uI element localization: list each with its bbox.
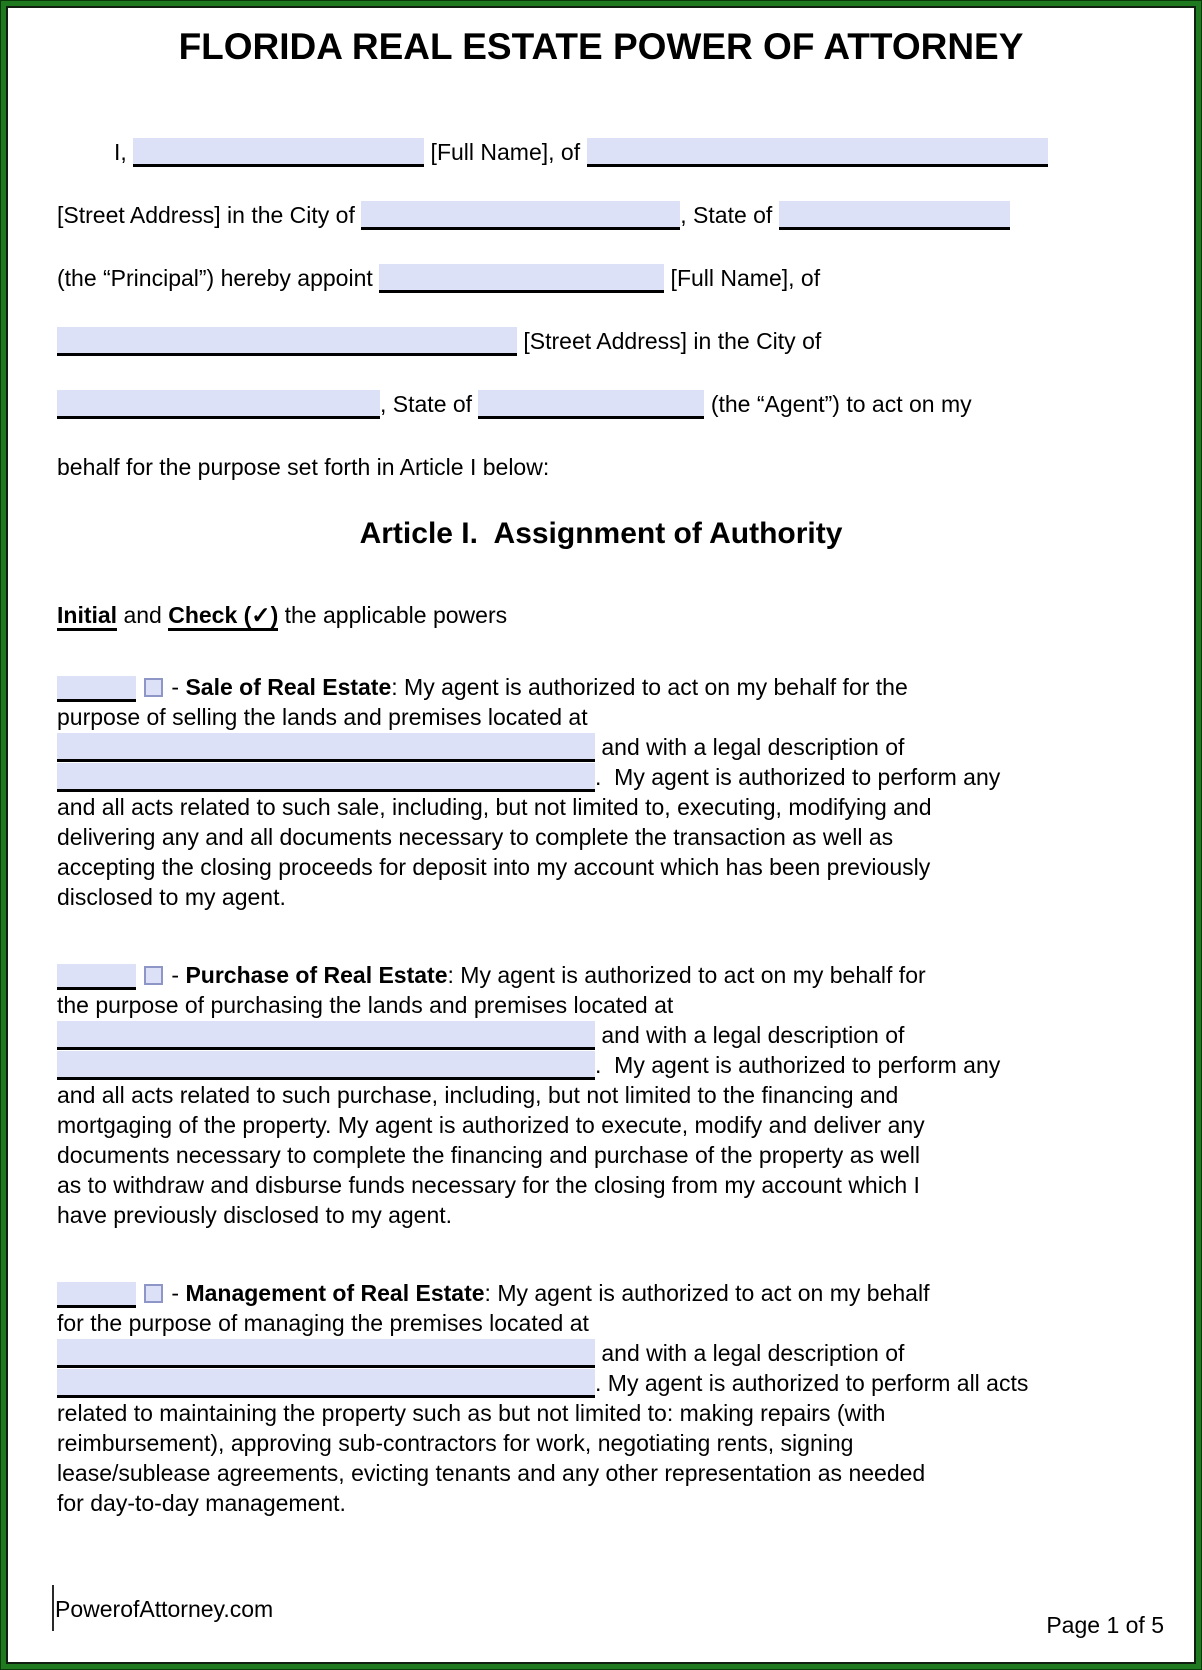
text-run: documents necessary to complete the financing and purchase of the property as well — [57, 1142, 920, 1168]
section-management-of-real-estate — [57, 1278, 1145, 1518]
text-run: , State of — [380, 391, 479, 417]
text-run: : My agent is authorized to act on my behalf for the — [391, 674, 908, 700]
sale-initials-field[interactable] — [57, 676, 136, 702]
principal-city-field[interactable] — [361, 201, 680, 230]
text-run: related to maintaining the property such as but not limited to: making repairs (with — [57, 1400, 886, 1426]
text-run: [Full Name], of — [664, 265, 821, 291]
text-run: : My agent is authorized to act on my behalf — [484, 1280, 930, 1306]
section-line — [57, 1200, 1145, 1230]
opening-line — [57, 247, 1145, 310]
opening-line — [57, 373, 1145, 436]
opening-line — [57, 310, 1145, 373]
section-line — [57, 1398, 1145, 1428]
text-run: and with a legal description of — [595, 734, 905, 760]
text-run: . My agent is authorized to perform all acts — [595, 1370, 1029, 1396]
text-run: (the “Agent”) to act on my — [704, 391, 972, 417]
text-run: [Street Address] in the City of — [517, 328, 822, 354]
page-number: Page 1 of 5 — [1046, 1612, 1164, 1638]
purchase-property-address-field[interactable] — [57, 1021, 595, 1050]
section-line — [57, 792, 1145, 822]
text-run: Check (✓) — [168, 602, 278, 631]
text-run: Initial — [57, 602, 117, 631]
section-line — [57, 1338, 1145, 1368]
text-run: reimbursement), approving sub-contractors for work, negotiating rents, signing — [57, 1430, 854, 1456]
section-line — [57, 762, 1145, 792]
text-run: the purpose of purchasing the lands and premises located at — [57, 992, 674, 1018]
opening-line — [57, 121, 1145, 184]
page-border-green — [1, 1, 1201, 1669]
text-run: behalf for the purpose set forth in Article I below: — [57, 454, 550, 480]
section-sale-of-real-estate — [57, 672, 1145, 912]
agent-street-address-field[interactable] — [57, 327, 517, 356]
section-line — [57, 990, 1145, 1020]
agent-city-field[interactable] — [57, 390, 380, 419]
text-run: [Street Address] in the City of — [57, 202, 362, 228]
tab-indent — [57, 159, 114, 160]
section-line — [57, 1140, 1145, 1170]
footer-site-text: PowerofAttorney.com — [55, 1596, 274, 1622]
purchase-checkbox[interactable] — [144, 966, 163, 985]
text-run: and — [117, 602, 169, 628]
text-run: (the “Principal”) hereby appoint — [57, 265, 380, 291]
text-run: [Full Name], of — [424, 139, 587, 165]
section-line — [57, 1080, 1145, 1110]
section-line — [57, 822, 1145, 852]
management-checkbox[interactable] — [144, 1284, 163, 1303]
management-legal-description-field[interactable] — [57, 1369, 595, 1398]
principal-full-name-field[interactable] — [133, 138, 424, 167]
text-run: and with a legal description of — [595, 1022, 905, 1048]
page-content — [8, 25, 1194, 1518]
section-line — [57, 1428, 1145, 1458]
text-run: for day-to-day management. — [57, 1490, 346, 1516]
section-line — [57, 1488, 1145, 1518]
opening-paragraph — [57, 121, 1145, 499]
text-run: have previously disclosed to my agent. — [57, 1202, 453, 1228]
section-line — [57, 1020, 1145, 1050]
sale-property-address-field[interactable] — [57, 733, 595, 762]
text-run: . My agent is authorized to perform any — [595, 764, 1001, 790]
text-run: lease/sublease agreements, evicting tenants and any other representation as needed — [57, 1460, 926, 1486]
text-run: purpose of selling the lands and premises located at — [57, 704, 588, 730]
page-border-inner — [6, 6, 1196, 1664]
text-run: , State of — [680, 202, 779, 228]
principal-street-address-field[interactable] — [587, 138, 1048, 167]
section-line — [57, 732, 1145, 762]
initial-check-instruction — [57, 600, 1145, 630]
text-run: Sale of Real Estate — [185, 674, 392, 700]
purchase-legal-description-field[interactable] — [57, 1051, 595, 1080]
text-run: . My agent is authorized to perform any — [595, 1052, 1001, 1078]
management-initials-field[interactable] — [57, 1282, 136, 1308]
text-run: delivering any and all documents necessary to complete the transaction as well as — [57, 824, 894, 850]
section-line — [57, 1050, 1145, 1080]
text-run: mortgaging of the property. My agent is authorized to execute, modify and deliver any — [57, 1112, 925, 1138]
text-run: Management of Real Estate — [185, 1280, 485, 1306]
text-run: Purchase of Real Estate — [185, 962, 448, 988]
sale-checkbox[interactable] — [144, 678, 163, 697]
text-run: as to withdraw and disburse funds necessary for the closing from my account which I — [57, 1172, 920, 1198]
text-run: and with a legal description of — [595, 1340, 905, 1366]
section-line — [57, 1110, 1145, 1140]
document-title: FLORIDA REAL ESTATE POWER OF ATTORNEY — [178, 26, 1024, 67]
section-line — [57, 1170, 1145, 1200]
section-line — [57, 1458, 1145, 1488]
principal-state-field[interactable] — [779, 201, 1010, 230]
sale-legal-description-field[interactable] — [57, 763, 595, 792]
section-line — [57, 1308, 1145, 1338]
text-run: accepting the closing proceeds for deposit into my account which has been previously — [57, 854, 931, 880]
section-line — [57, 1278, 1145, 1308]
text-run: - — [165, 674, 186, 700]
section-purchase-of-real-estate — [57, 960, 1145, 1230]
management-property-address-field[interactable] — [57, 1339, 595, 1368]
section-line — [57, 882, 1145, 912]
opening-line — [57, 184, 1145, 247]
text-run: I, — [114, 139, 134, 165]
opening-line — [57, 436, 1145, 499]
text-run: disclosed to my agent. — [57, 884, 286, 910]
text-run: : My agent is authorized to act on my behalf for — [447, 962, 926, 988]
text-run: - — [165, 1280, 186, 1306]
powers-sections — [57, 672, 1145, 1518]
text-run: - — [165, 962, 186, 988]
article-1-heading: Article I. Assignment of Authority — [359, 517, 843, 550]
text-run: the applicable powers — [278, 602, 508, 628]
section-line — [57, 672, 1145, 702]
section-line — [57, 1368, 1145, 1398]
text-run: and all acts related to such sale, including, but not limited to, executing, modifying and — [57, 794, 932, 820]
text-run: and all acts related to such purchase, including, but not limited to the financing and — [57, 1082, 899, 1108]
agent-state-field[interactable] — [478, 390, 704, 419]
text-cursor-caret — [52, 1585, 54, 1631]
purchase-initials-field[interactable] — [57, 964, 136, 990]
section-line — [57, 960, 1145, 990]
section-line — [57, 852, 1145, 882]
agent-full-name-field[interactable] — [379, 264, 664, 293]
text-run: for the purpose of managing the premises located at — [57, 1310, 589, 1336]
section-line — [57, 702, 1145, 732]
